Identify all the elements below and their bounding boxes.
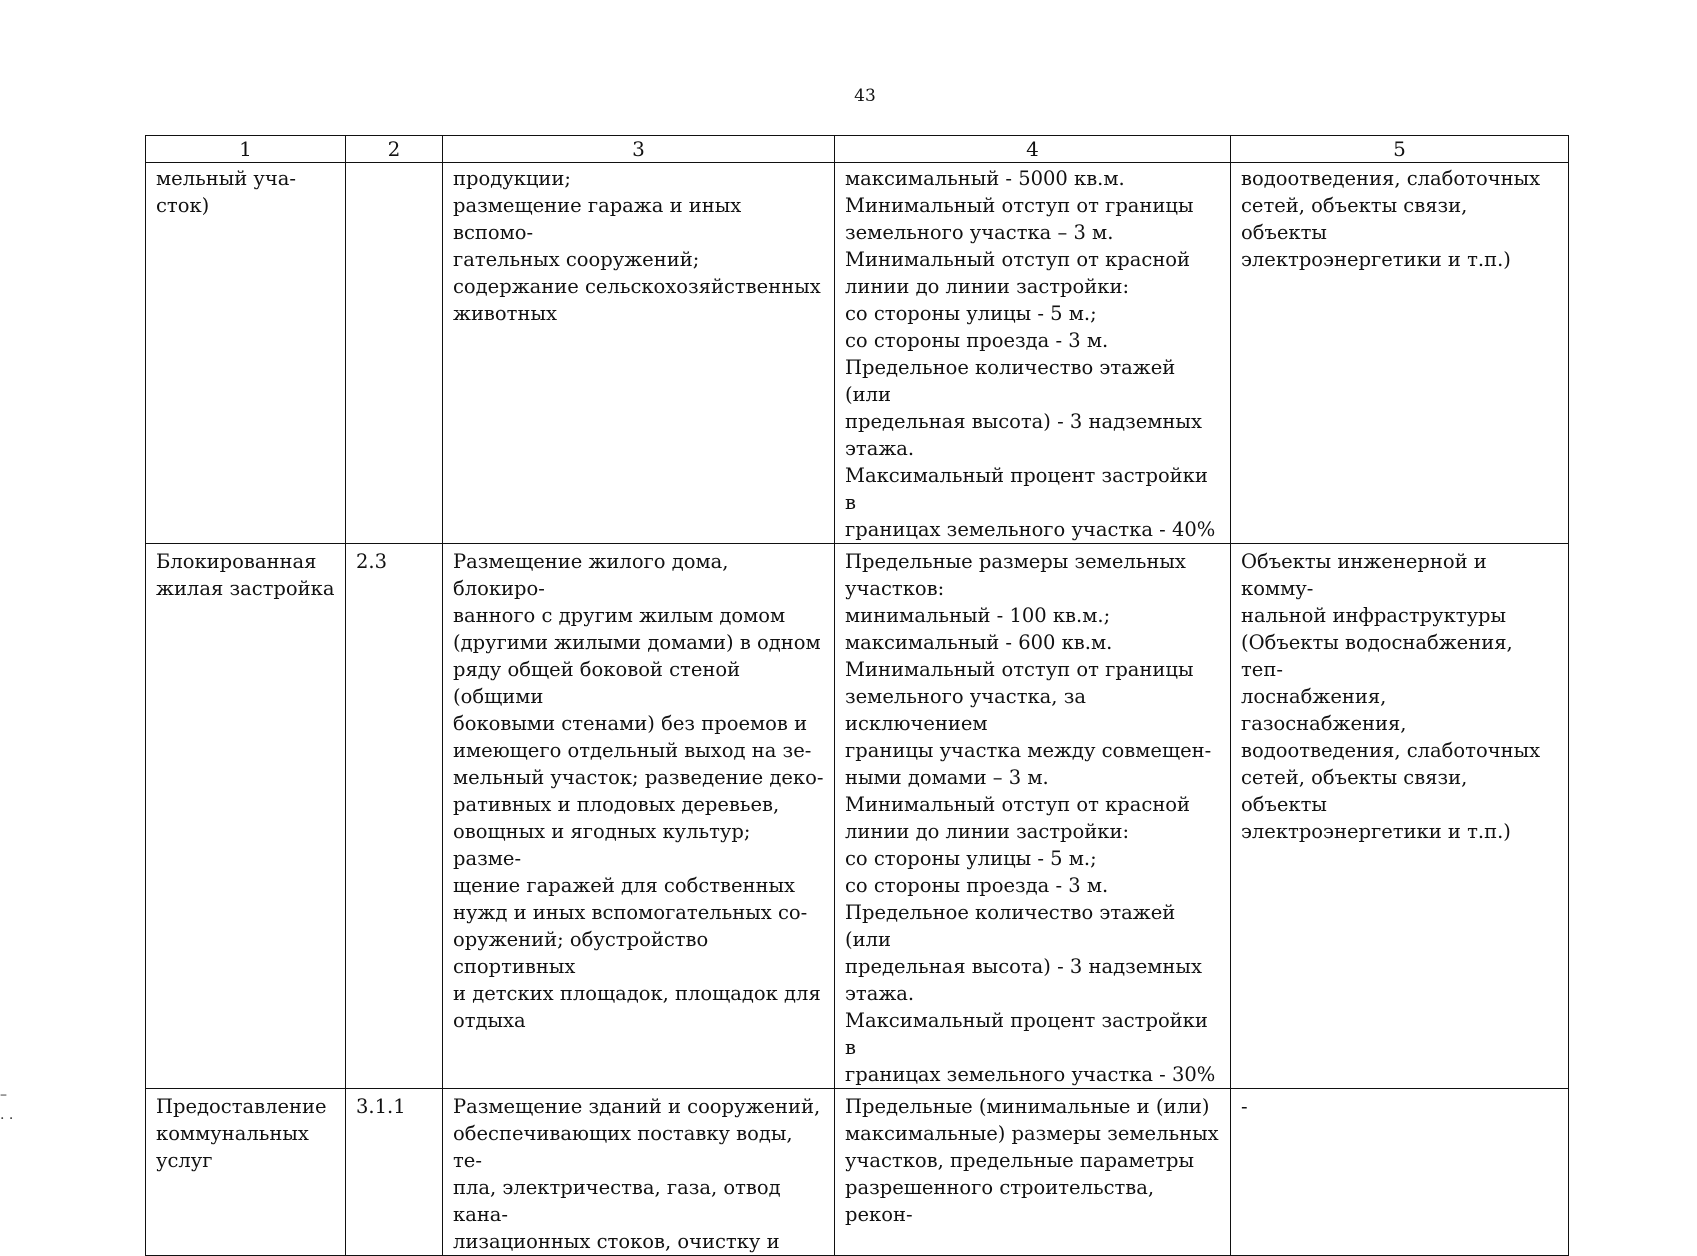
cell-use-name: мельный уча- сток) (146, 163, 346, 544)
header-col-5: 5 (1231, 136, 1569, 163)
cell-parameters: максимальный - 5000 кв.м. Минимальный отступ от границы земельного участка – 3 м. Минимальный отступ от красной линии до линии застройки: со стороны улицы - 5 м.; со стороны проезда - 3 м. Предельное количество этажей (или предельная высота) - 3 надземных этажа. Максимальный процент застройки в границах земельного участка - 40% (835, 163, 1231, 544)
table-row (146, 163, 1569, 544)
cell-auxiliary-uses: - (1231, 1089, 1569, 1256)
header-col-1: 1 (146, 136, 346, 163)
cell-parameters: Предельные (минимальные и (или) максимальные) размеры земельных участков, предельные параметры разрешенного строительства, рекон- (835, 1089, 1231, 1256)
table-row (146, 544, 1569, 1089)
cell-auxiliary-uses: Объекты инженерной и комму- нальной инфраструктуры (Объекты водоснабжения, теп- лоснабжения, газоснабжения, водоотведения, слаботочных сетей, объекты связи, объекты электроэнергетики и т.п.) (1231, 544, 1569, 1089)
cell-parameters: Предельные размеры земельных участков: минимальный - 100 кв.м.; максимальный - 600 кв.м. Минимальный отступ от границы земельного участка, за исключением границы участка между совмещен- ными домами – 3 м. Минимальный отступ от красной линии до линии застройки: со стороны улицы - 5 м.; со стороны проезда - 3 м. Предельное количество этажей (или предельная высота) - 3 надземных этажа. Максимальный процент застройки в границах земельного участка - 30% (835, 544, 1231, 1089)
header-col-4: 4 (835, 136, 1231, 163)
table-row (146, 1089, 1569, 1256)
cell-use-code: 2.3 (346, 544, 443, 1089)
cell-use-code (346, 163, 443, 544)
cell-use-code: 3.1.1 (346, 1089, 443, 1256)
margin-marks: – . . (0, 1087, 14, 1123)
cell-auxiliary-uses: водоотведения, слаботочных сетей, объекты связи, объекты электроэнергетики и т.п.) (1231, 163, 1569, 544)
header-row (146, 136, 1569, 163)
cell-use-name: Блокированная жилая застройка (146, 544, 346, 1089)
page-number: 43 (854, 86, 876, 106)
land-use-table (145, 135, 1569, 1256)
header-col-2: 2 (346, 136, 443, 163)
cell-use-name: Предоставление коммунальных услуг (146, 1089, 346, 1256)
header-col-3: 3 (443, 136, 835, 163)
cell-use-description: Размещение жилого дома, блокиро- ванного с другим жилым домом (другими жилыми домами) в одном ряду общей боковой стеной (общими боковыми стенами) без проемов и имеющего отдельный выход на зе- мельный участок; разведение деко- ративных и плодовых деревьев, овощных и ягодных культур; разме- щение гаражей для собственных нужд и иных вспомогательных со- оружений; обустройство спортивных и детских площадок, площадок для отдыха (443, 544, 835, 1089)
cell-use-description: продукции; размещение гаража и иных вспомо- гательных сооружений; содержание сельскохозяйственных животных (443, 163, 835, 544)
cell-use-description: Размещение зданий и сооружений, обеспечивающих поставку воды, те- пла, электричества, газа, отвод кана- лизационных стоков, очистку и (443, 1089, 835, 1256)
